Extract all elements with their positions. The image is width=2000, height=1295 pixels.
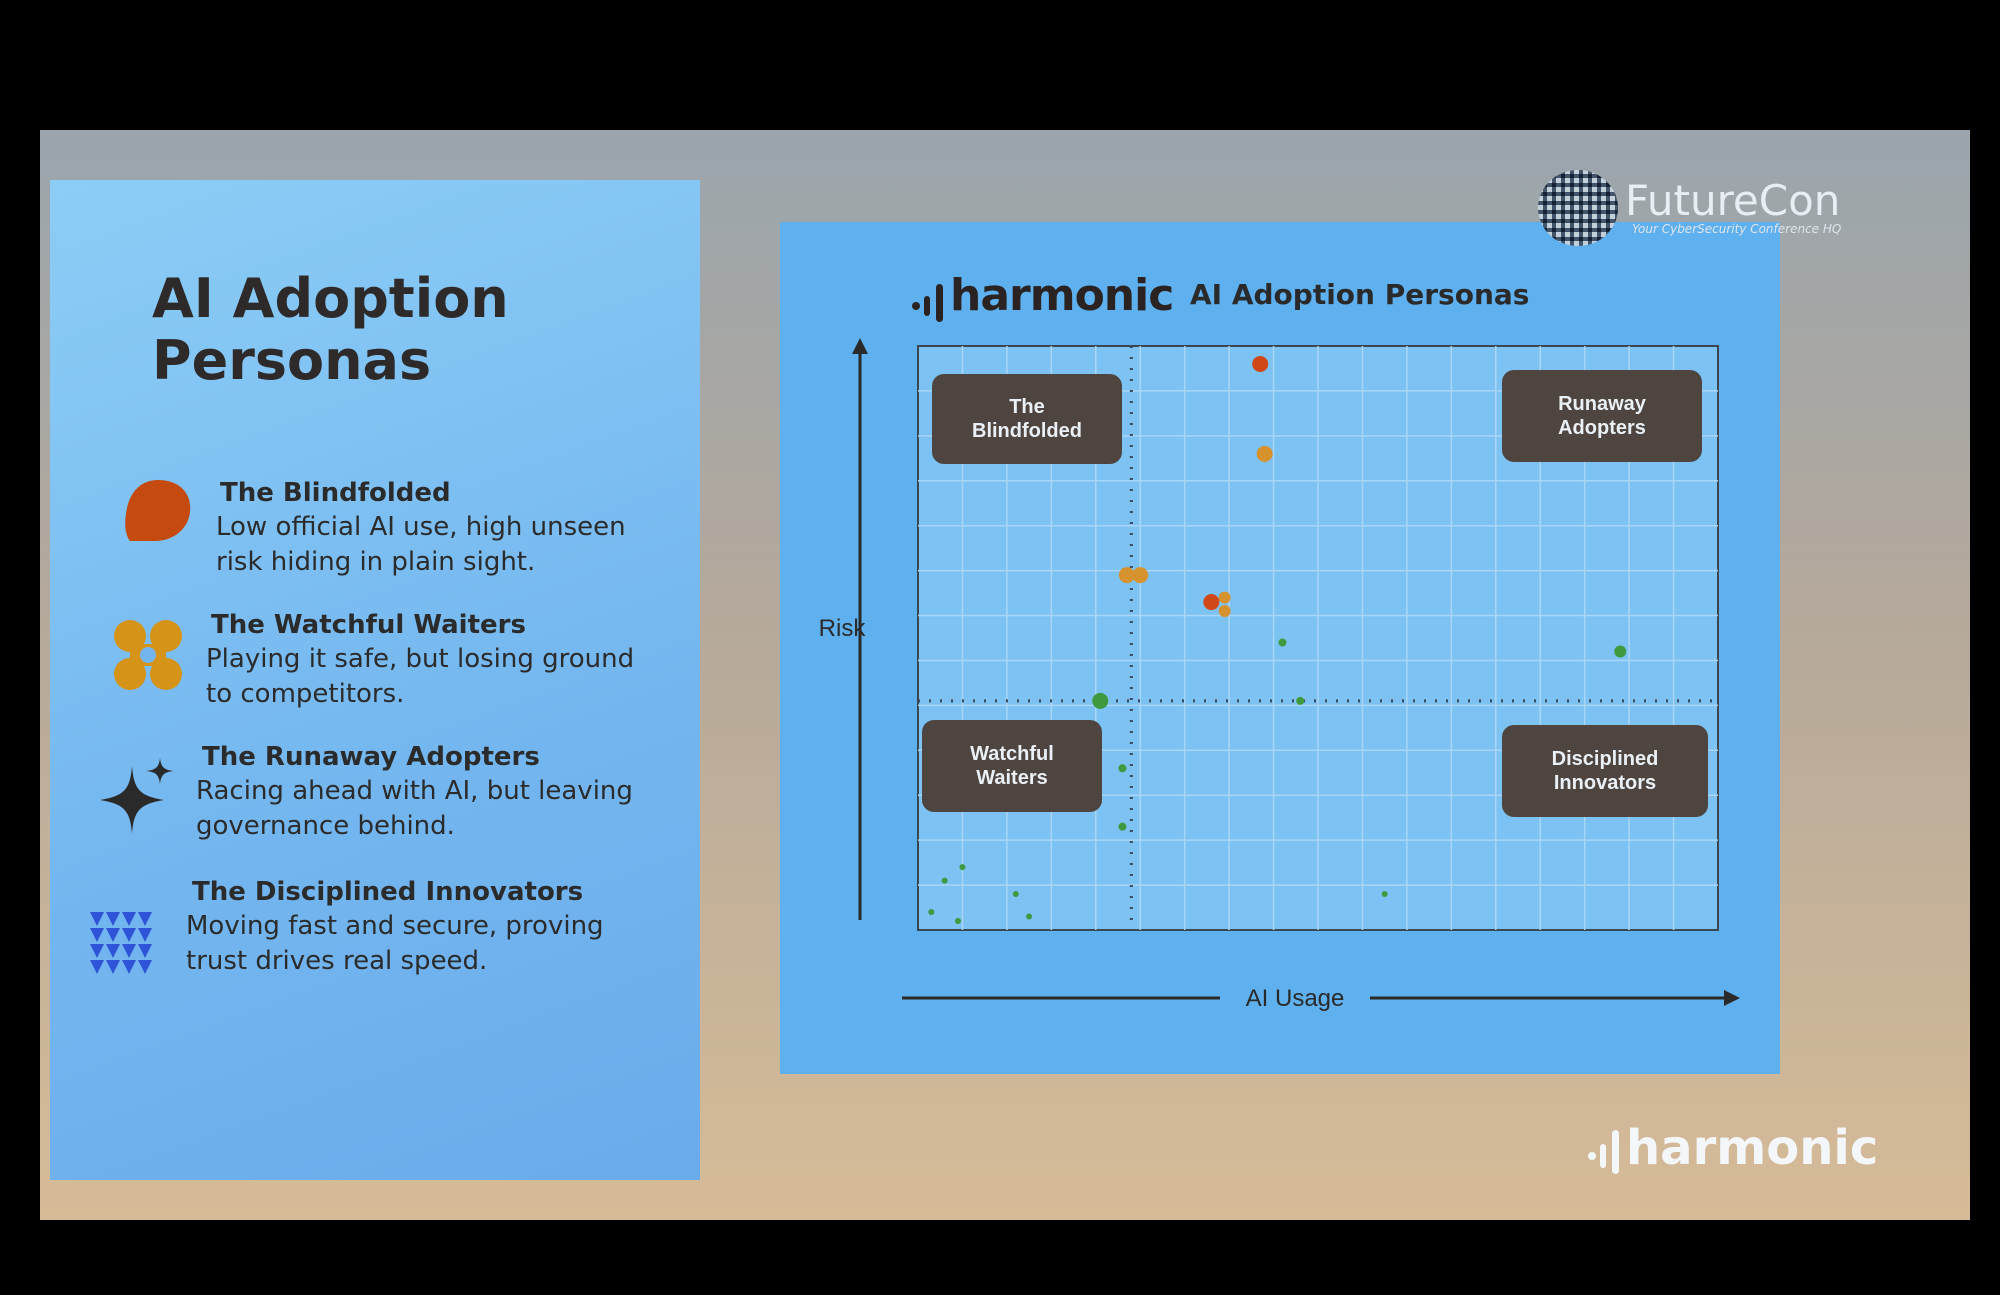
scatter-point-orange	[1219, 592, 1231, 604]
scatter-point-red	[1252, 356, 1268, 372]
scatter-point-green	[1614, 645, 1626, 657]
persona-scatter-chart	[790, 330, 1770, 1030]
persona-desc-watchful-waiters: Playing it safe, but losing ground to competitors.	[206, 644, 635, 709]
x-axis-arrowhead	[1724, 990, 1740, 1006]
scatter-point-green	[1026, 914, 1032, 920]
persona-name-watchful-waiters: The Watchful Waiters	[211, 610, 526, 640]
y-axis-arrowhead	[852, 338, 868, 354]
scatter-point-orange	[1132, 567, 1148, 583]
scatter-point-green	[928, 909, 934, 915]
scatter-point-green	[1278, 638, 1286, 646]
scatter-point-green	[1092, 693, 1108, 709]
scatter-point-red	[1203, 594, 1219, 610]
scatter-point-green	[955, 918, 961, 924]
scatter-point-green	[1118, 764, 1126, 772]
x-axis-label: AI Usage	[1245, 985, 1345, 1012]
scatter-point-green	[1013, 891, 1019, 897]
scatter-point-green	[959, 864, 965, 870]
blob-icon	[122, 478, 194, 544]
triangle-grid-icon	[86, 910, 160, 978]
sparkle-icon	[98, 756, 178, 836]
scatter-point-orange	[1219, 605, 1231, 617]
scatter-point-green	[1118, 823, 1126, 831]
chart-title: AI Adoption Personas	[1190, 278, 1530, 311]
quadrant-bottom-left	[922, 720, 1102, 812]
quadrant-bottom-right	[1502, 725, 1708, 817]
footer-harmonic-wave-icon	[1588, 1126, 1624, 1176]
scatter-point-green	[942, 878, 948, 884]
flower-icon	[110, 618, 186, 692]
scatter-point-green	[1296, 697, 1304, 705]
quadrant-top-right	[1502, 370, 1702, 462]
scatter-point-green	[1382, 891, 1388, 897]
scatter-point-orange	[1257, 446, 1273, 462]
conference-tagline: Your CyberSecurity Conference HQ	[1632, 222, 1842, 236]
page-title: AI Adoption Personas	[152, 267, 509, 392]
harmonic-wave-icon	[912, 280, 948, 324]
persona-name-disciplined-innovators: The Disciplined Innovators	[192, 877, 584, 907]
persona-desc-blindfolded: Low official AI use, high unseen risk hiding in plain sight.	[216, 512, 626, 577]
quadrant-top-left	[932, 374, 1122, 464]
globe-icon	[1538, 170, 1618, 246]
quadrant-label-watchful-waiters: Watchful Waiters	[970, 743, 1054, 789]
quadrant-label-runaway-adopters: Runaway Adopters	[1558, 393, 1646, 439]
quadrant-label-blindfolded: The Blindfolded	[972, 396, 1082, 442]
persona-desc-disciplined-innovators: Moving fast and secure, proving trust drives real speed.	[186, 911, 604, 976]
footer-harmonic-logo: harmonic	[1626, 1120, 1879, 1176]
persona-name-runaway-adopters: The Runaway Adopters	[202, 742, 540, 772]
quadrant-label-disciplined-innovators: Disciplined Innovators	[1551, 748, 1659, 794]
persona-desc-runaway-adopters: Racing ahead with AI, but leaving governance behind.	[196, 776, 633, 841]
harmonic-logo: harmonic	[950, 270, 1174, 321]
y-axis-label: Risk	[818, 615, 866, 642]
persona-name-blindfolded: The Blindfolded	[220, 478, 451, 508]
conference-logo: FutureCon	[1625, 176, 1841, 225]
